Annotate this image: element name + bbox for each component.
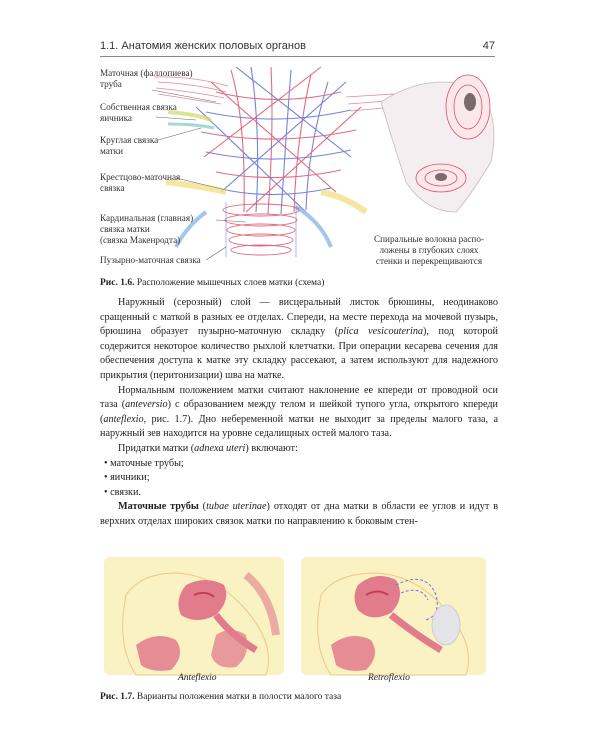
running-header [100, 40, 495, 56]
figure-1-6-caption: Рис. 1.6. Расположение мышечных слоев матки (схема) [100, 278, 325, 288]
label-cardinal: Кардинальная (главная) связка матки (связка Макенродта) [100, 213, 194, 245]
page-number: 47 [482, 40, 495, 52]
figure-1-7-caption: Рис. 1.7. Варианты положения матки в полости малого таза [100, 692, 342, 702]
figure-1-6 [96, 62, 501, 282]
adnexa-list [100, 457, 498, 501]
label-vesico-uterine: Пузырно-маточная связка [100, 255, 201, 265]
header-rule [100, 56, 495, 57]
uterus-position-diagram [96, 555, 496, 685]
label-sacro-uterine: Крестцово-маточная связка [100, 172, 181, 193]
paragraph-4: Маточные трубы (tubae uterinae) отходят от дна матки в области ее углов и идут в верхних отделах широких связок матки по направлению к боковым стен- [100, 501, 499, 527]
paragraph-2: Нормальным положением матки считают наклонение ее кпереди от проводной оси таза (anteversio) с образованием между телом и шейкой тупого угла, открытого кпереди (anteflexio, рис. 1.7). Дно небеременной матки не выходит за пределы малого таза, а наружный зев находится на уровне седалищных остей малого таза. [100, 384, 498, 440]
label-round-ligament: Круглая связка матки [100, 135, 159, 156]
list-item: • маточные трубы; [100, 457, 498, 472]
body-text [100, 296, 498, 530]
figure-1-7 [96, 555, 496, 685]
list-item: • яичники; [100, 471, 498, 486]
list-item: • связки. [100, 486, 498, 501]
label-tube: Маточная (фаллопиева) труба [100, 68, 193, 89]
label-retroflexio: Retroflexio [368, 673, 410, 683]
label-ovary-ligament: Собственная связка яичника [100, 102, 177, 123]
paragraph-3: Придатки матки (adnexa uteri) включают: [118, 442, 298, 454]
header-title: 1.1. Анатомия женских половых органов [100, 40, 306, 52]
paragraph-1: Наружный (серозный) слой — висцеральный листок брюшины, неодинаково сращенный с маткой в разных ее отделах. Спереди, на месте перехода на мочевой пузырь, брюшина образует пузырно-маточную складку (plica vesicouterina), под которой содержится некоторое количество рыхлой клетчатки. При операции кесарева сечения для обеспечения доступа к матке эту складку рассекают, а затем используют для надежного прикрытия (перитонизации) шва на матке. [100, 297, 498, 381]
label-anteflexio: Anteflexio [178, 673, 217, 683]
label-spiral-fibers: Спиральные волокна распо- ложены в глубоких слоях стенки и перекрещиваются [374, 234, 484, 266]
